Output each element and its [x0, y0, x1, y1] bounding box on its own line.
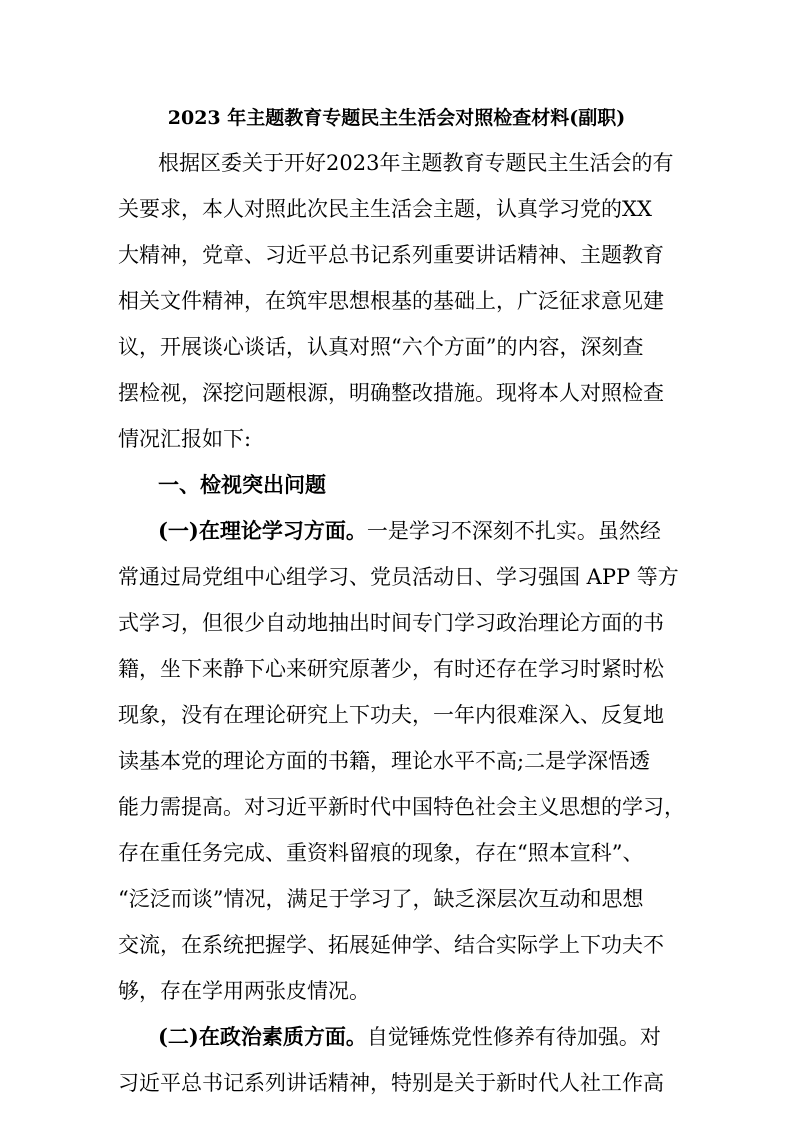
sub1-line-9: 交流，在系统把握学、拓展延伸学、结合实际学上下功夫不: [118, 933, 664, 957]
sub1-line-8: “泛泛而谈”情况，满足于学习了，缺乏深层次互动和思想: [118, 887, 644, 911]
intro-line-1: 根据区委关于开好2023年主题教育专题民主生活会的有: [158, 151, 674, 175]
intro-line-7: 情况汇报如下:: [118, 427, 252, 451]
sub2-first-line: [158, 1022, 661, 1052]
sub1-line-6: 能力需提高。对习近平新时代中国特色社会主义思想的学习，: [118, 795, 685, 819]
sub1-line-5: 读基本党的理论方面的书籍，理论水平不高;二是学深悟透: [118, 749, 651, 773]
intro-line-5: 议，开展谈心谈话，认真对照“六个方面”的内容，深刻查: [118, 335, 644, 359]
sub1-line-10: 够，存在学用两张皮情况。: [118, 979, 370, 1003]
sub1-line-3: 籍，坐下来静下心来研究原著少，有时还存在学习时紧时松: [118, 657, 664, 681]
sub1-heading: (一)在理论学习方面。: [158, 518, 367, 543]
intro-line-6: 摆检视，深挖问题根源，明确整改措施。现将本人对照检查: [118, 381, 664, 405]
sub2-heading: (二)在政治素质方面。: [158, 1024, 367, 1049]
sub1-first-line: [158, 516, 661, 546]
intro-line-2: 关要求，本人对照此次民主生活会主题，认真学习党的XX: [118, 197, 652, 221]
sub1-line-4: 现象，没有在理论研究上下功夫，一年内很难深入、反复地: [118, 703, 664, 727]
sub1-line-2: 式学习，但很少自动地抽出时间专门学习政治理论方面的书: [118, 611, 664, 635]
intro-line-3: 大精神，党章、习近平总书记系列重要讲话精神、主题教育: [118, 243, 664, 267]
section-heading: 一、检视突出问题: [158, 472, 326, 497]
sub2-first-line-text: 自觉锤炼党性修养有待加强。对: [366, 1025, 661, 1049]
document-title: 2023 年主题教育专题民主生活会对照检查材料(副职): [167, 107, 626, 129]
sub2-line-1: 习近平总书记系列讲话精神，特别是关于新时代人社工作高: [118, 1071, 664, 1095]
intro-line-4: 相关文件精神，在筑牢思想根基的基础上，广泛征求意见建: [118, 289, 664, 313]
sub1-line-1: 常通过局党组中心组学习、党员活动日、学习强国 APP 等方: [118, 565, 679, 589]
sub1-first-line-text: 一是学习不深刻不扎实。虽然经: [366, 519, 661, 543]
sub1-line-7: 存在重任务完成、重资料留痕的现象，存在“照本宣科”、: [118, 841, 644, 865]
